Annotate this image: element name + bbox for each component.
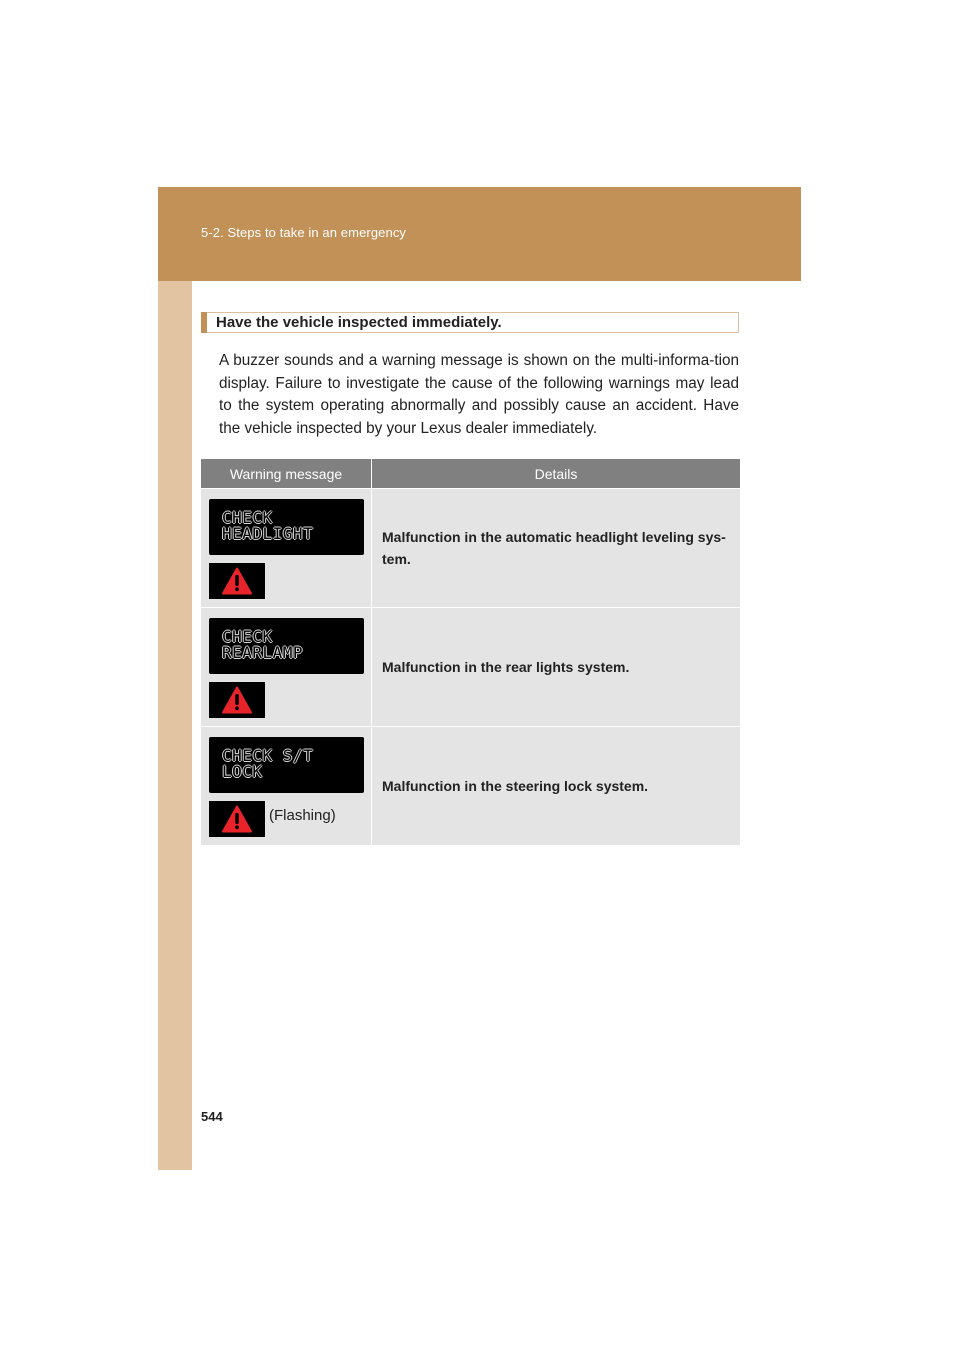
warning-indicator: [209, 682, 265, 718]
header-band: [158, 187, 801, 281]
details-cell: [372, 727, 740, 845]
lcd-line-2: LOCK: [222, 762, 263, 781]
warning-cell: [201, 489, 372, 607]
header-warning-message: Warning message: [201, 459, 372, 488]
warning-cell: [201, 608, 372, 726]
lcd-line-1: CHECK: [222, 627, 273, 646]
lcd-message-display: [209, 737, 364, 793]
lcd-message-display: [209, 618, 364, 674]
warning-indicator: [209, 801, 265, 837]
page-number: 544: [201, 1109, 223, 1124]
side-band: [158, 281, 192, 1170]
details-cell: [372, 489, 740, 607]
section-heading: [201, 312, 739, 333]
header-details: Details: [534, 465, 578, 482]
warning-cell: [201, 727, 372, 845]
details-cell: [372, 608, 740, 726]
lcd-line-2: HEADLIGHT: [222, 524, 314, 543]
lcd-message-display: [209, 499, 364, 555]
table-header: [201, 459, 740, 488]
table-row: [201, 607, 740, 726]
table-row: [201, 726, 740, 845]
flash-note: (Flashing): [269, 807, 336, 824]
lcd-line-1: CHECK S/T: [222, 746, 314, 765]
detail-text: Malfunction in the automatic headlight leveling sys-tem.: [382, 529, 726, 567]
warning-triangle-icon: [222, 567, 252, 595]
lcd-line-1: CHECK: [222, 508, 273, 527]
table-row: [201, 488, 740, 607]
intro-paragraph: A buzzer sounds and a warning message is shown on the multi-informa-tion display. Failure to investigate the cause of the following warnings may lead to the system operating abnormally and possibly cause an accident. Have the vehicle inspected by your Lexus dealer immediately.: [219, 352, 739, 438]
detail-text: Malfunction in the rear lights system.: [382, 659, 630, 675]
section-breadcrumb: 5-2. Steps to take in an emergency: [201, 225, 407, 240]
warning-triangle-icon: [222, 686, 252, 714]
section-title: Have the vehicle inspected immediately.: [216, 314, 502, 331]
warning-indicator: [209, 563, 265, 599]
warning-triangle-icon: [222, 805, 252, 833]
detail-text: Malfunction in the steering lock system.: [382, 778, 649, 794]
lcd-line-2: REARLAMP: [222, 643, 304, 662]
section-heading-accent: [201, 312, 207, 333]
warning-table: [201, 459, 740, 845]
